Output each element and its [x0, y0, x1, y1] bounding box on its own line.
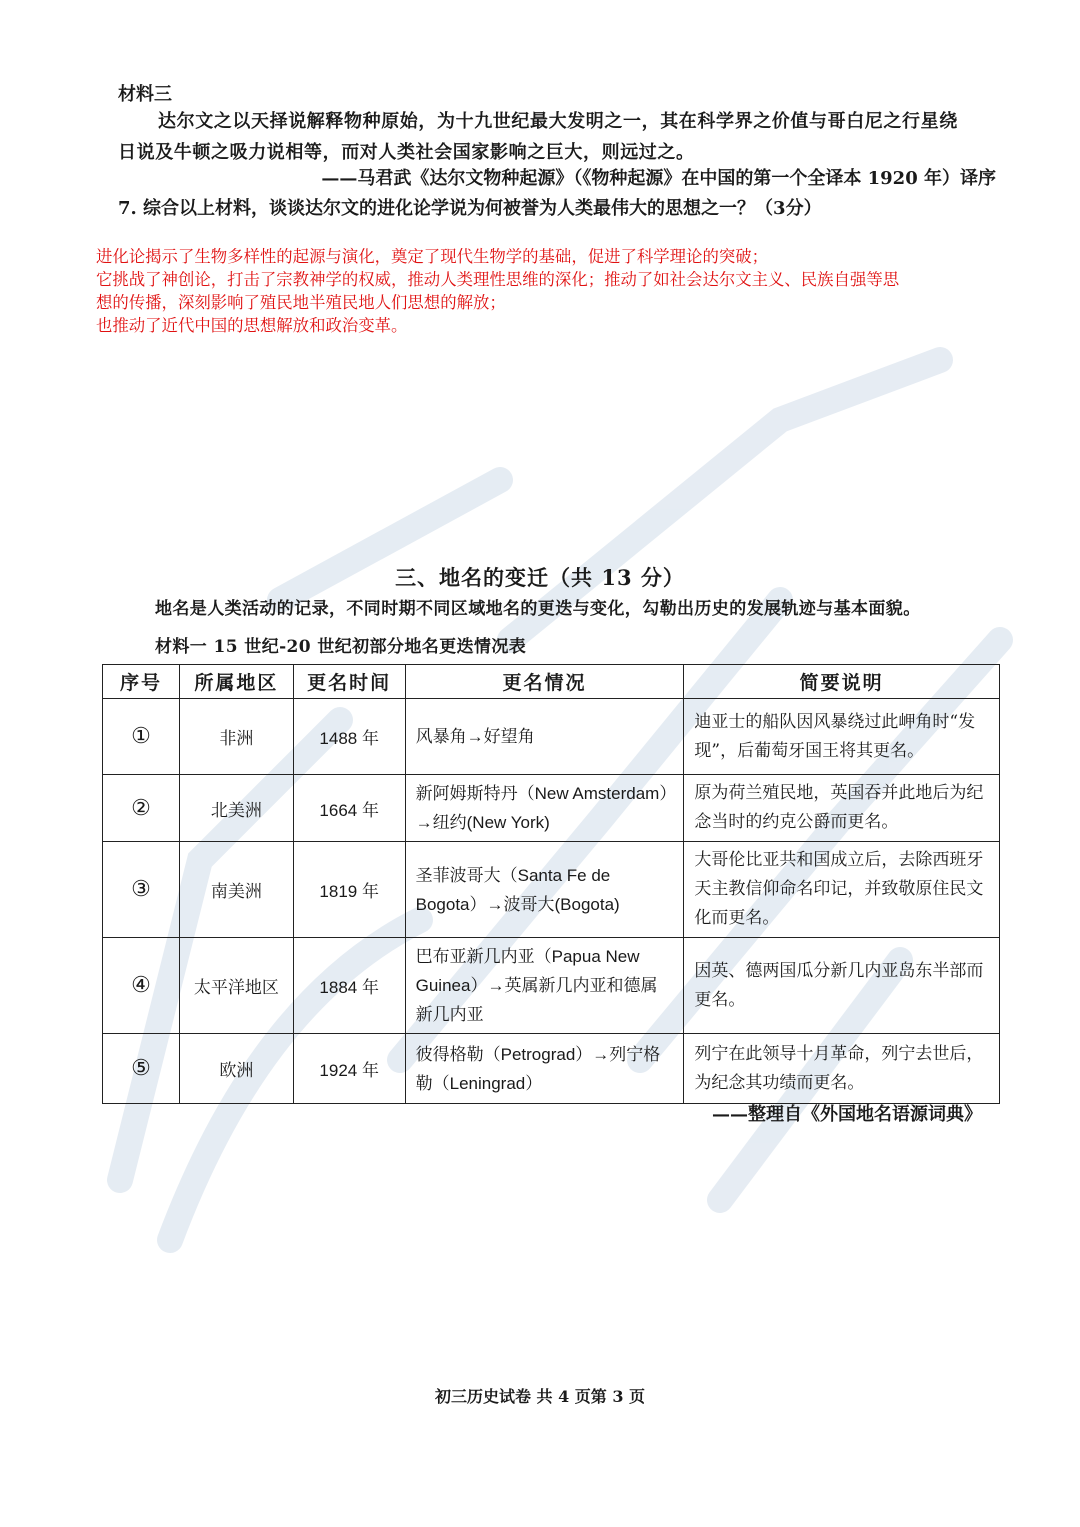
answer-text [96, 245, 1046, 337]
row-change: 彼得格勒（Petrograd）→列宁格勒（Leningrad） [405, 1034, 684, 1104]
row-region: 北美洲 [179, 775, 293, 842]
material-3-paragraph [118, 106, 998, 168]
row-region: 非洲 [179, 699, 293, 775]
row-change: 圣菲波哥大（Santa Fe de Bogota）→波哥大(Bogota) [405, 842, 684, 938]
material-3-label: 材料三 [118, 84, 172, 105]
question-7: 7. 综合以上材料，谈谈达尔文的进化论学说为何被誉为人类最伟大的思想之一？（3分） [118, 198, 822, 219]
header-no: 序号 [103, 665, 180, 699]
row-number: ④ [103, 938, 180, 1034]
table-header-row [103, 665, 1000, 699]
row-region: 南美洲 [179, 842, 293, 938]
row-region: 欧洲 [179, 1034, 293, 1104]
header-year: 更名时间 [293, 665, 405, 699]
row-change: 巴布亚新几内亚（Papua New Guinea）→英属新几内亚和德属新几内亚 [405, 938, 684, 1034]
row-change: 风暴角→好望角 [405, 699, 684, 775]
row-change: 新阿姆斯特丹（New Amsterdam）→纽约(New York) [405, 775, 684, 842]
table-row [103, 699, 1000, 775]
place-name-table [102, 664, 1000, 1104]
table-row [103, 842, 1000, 938]
row-region: 太平洋地区 [179, 938, 293, 1034]
material-3-line-1: 达尔文之以天择说解释物种原始，为十九世纪最大发明之一，其在科学界之价值与哥白尼之行星绕 [158, 111, 958, 132]
row-number: ⑤ [103, 1034, 180, 1104]
section-3-intro: 地名是人类活动的记录，不同时期不同区域地名的更迭与变化，勾勒出历史的发展轨迹与基本面貌。 [155, 599, 921, 619]
row-note: 列宁在此领导十月革命，列宁去世后，为纪念其功绩而更名。 [684, 1034, 1000, 1104]
row-number: ② [103, 775, 180, 842]
header-note: 简要说明 [684, 665, 1000, 699]
row-note: 原为荷兰殖民地，英国吞并此地后为纪念当时的约克公爵而更名。 [684, 775, 1000, 842]
material-3-citation: ——马君武《达尔文物种起源》（《物种起源》在中国的第一个全译本 1920 年）译序 [321, 168, 996, 189]
header-region: 所属地区 [179, 665, 293, 699]
answer-line-3: 想的传播，深刻影响了殖民地半殖民地人们思想的解放； [96, 293, 506, 312]
row-year: 1924 年 [293, 1034, 405, 1104]
row-year: 1819 年 [293, 842, 405, 938]
row-note: 因英、德两国瓜分新几内亚岛东半部而更名。 [684, 938, 1000, 1034]
section-3-title: 三、地名的变迁（共 13 分） [395, 565, 685, 590]
page-footer: 初三历史试卷 共 4 页第 3 页 [434, 1387, 646, 1406]
table-row [103, 775, 1000, 842]
table-source: ——整理自《外国地名语源词典》 [712, 1104, 982, 1125]
row-number: ③ [103, 842, 180, 938]
answer-line-1: 进化论揭示了生物多样性的起源与演化，奠定了现代生物学的基础，促进了科学理论的突破； [96, 247, 769, 266]
answer-line-4: 也推动了近代中国的思想解放和政治变革。 [96, 316, 408, 335]
table-caption: 材料一 15 世纪-20 世纪初部分地名更迭情况表 [155, 637, 527, 657]
material-3-line-2: 日说及牛顿之吸力说相等，而对人类社会国家影响之巨大，则远过之。 [118, 142, 695, 163]
table-row [103, 938, 1000, 1034]
table-row [103, 1034, 1000, 1104]
answer-line-2: 它挑战了神创论，打击了宗教神学的权威，推动人类理性思维的深化；推动了如社会达尔文主义、民族自强等思 [96, 270, 900, 289]
row-year: 1488 年 [293, 699, 405, 775]
row-number: ① [103, 699, 180, 775]
row-year: 1664 年 [293, 775, 405, 842]
row-note: 大哥伦比亚共和国成立后，去除西班牙天主教信仰命名印记，并致敬原住民文化而更名。 [684, 842, 1000, 938]
header-change: 更名情况 [405, 665, 684, 699]
row-note: 迪亚士的船队因风暴绕过此岬角时“发现”，后葡萄牙国王将其更名。 [684, 699, 1000, 775]
row-year: 1884 年 [293, 938, 405, 1034]
